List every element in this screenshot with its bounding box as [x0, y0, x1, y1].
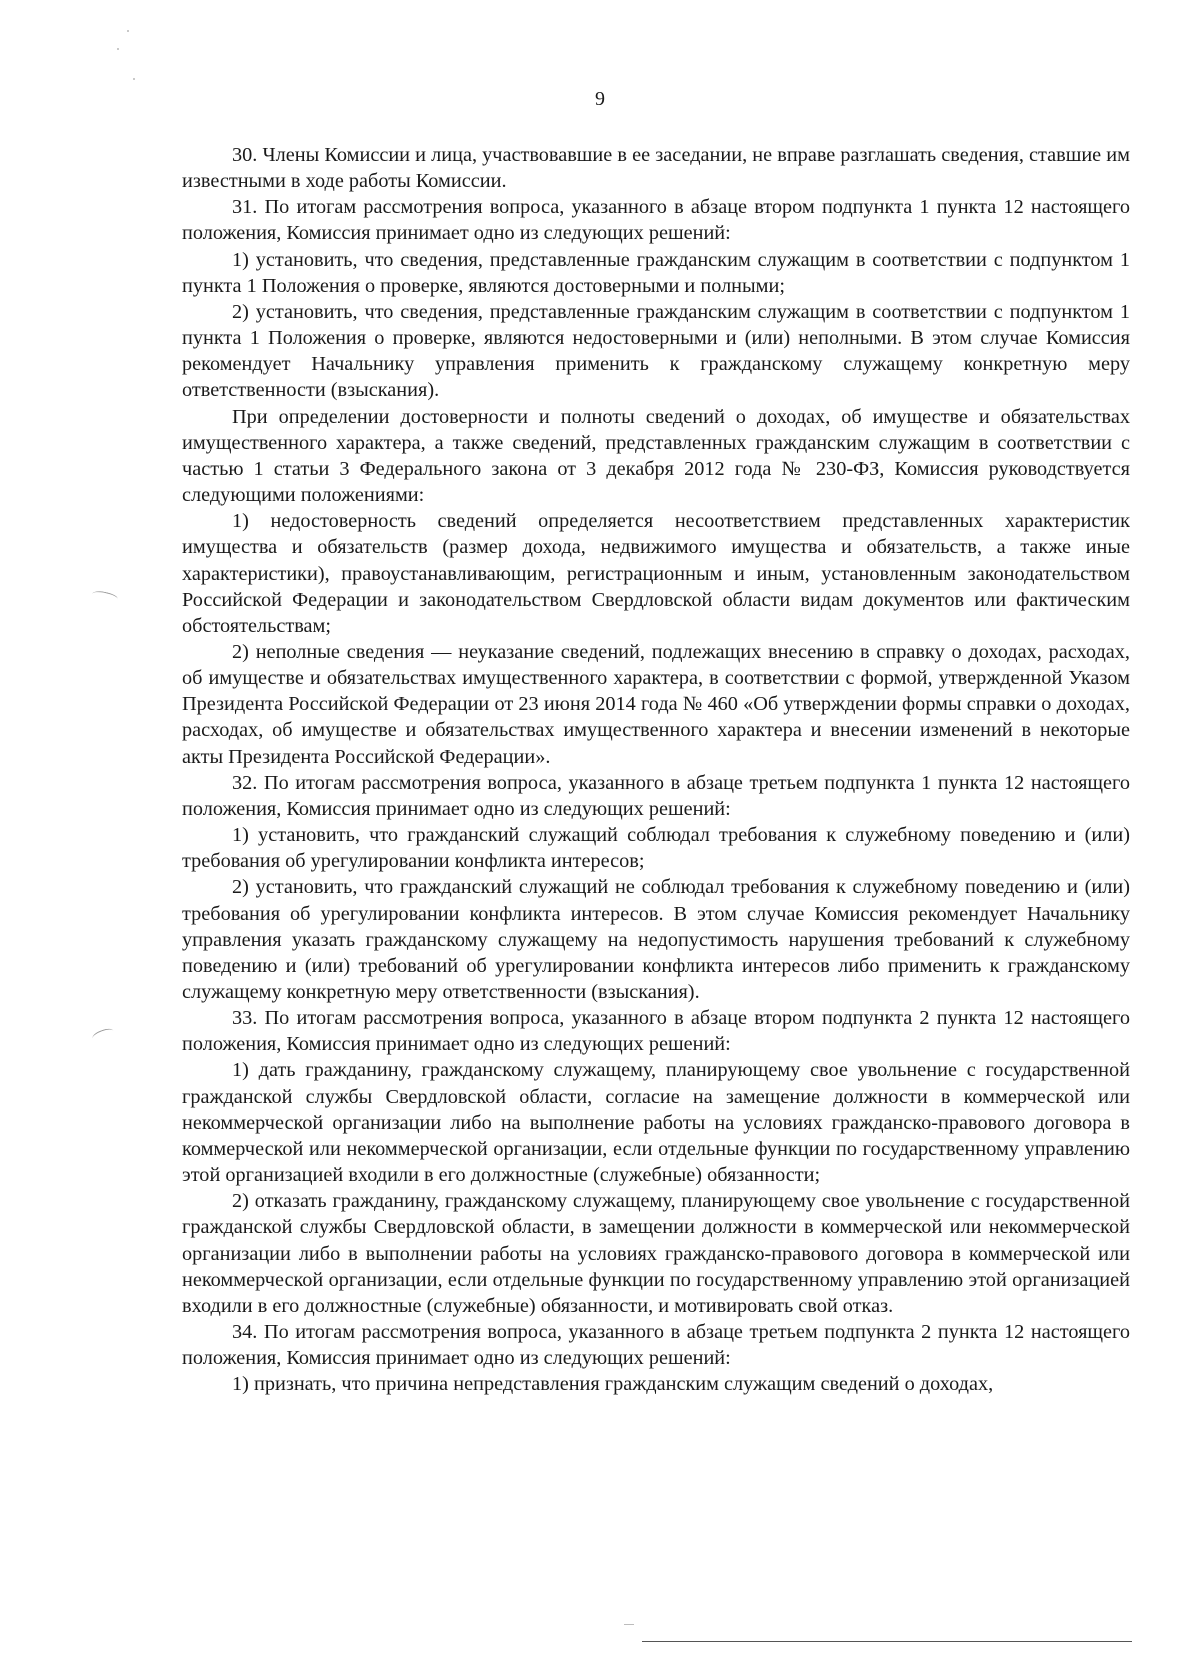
- paragraph-31-item-1: 1) установить, что сведения, представленные гражданским служащим в соответствии с подпунктом 1 пункта 1 Положения о проверке, являются достоверными и полными;: [182, 248, 1130, 297]
- paragraph-34: 34. По итогам рассмотрения вопроса, указанного в абзаце третьем подпункта 2 пункта 12 настоящего положения, Комиссия принимает одно из следующих решений:: [182, 1321, 1130, 1370]
- scan-artifact-mark: [91, 1027, 115, 1043]
- paragraph-31-criteria: При определении достоверности и полноты сведений о доходах, об имуществе и обязательствах имущественного характера, а также сведений, представленных гражданским служащим в соответствии с частью 1 статьи 3 Федерального закона от 3 декабря 2012 года № 230-ФЗ, Комиссия руководствуется следующими положениями:: [182, 405, 1130, 507]
- document-body: [182, 142, 1130, 1398]
- paragraph-32: 32. По итогам рассмотрения вопроса, указанного в абзаце третьем подпункта 1 пункта 12 настоящего положения, Комиссия принимает одно из следующих решений:: [182, 771, 1130, 820]
- paragraph-31-criteria-item-1: 1) недостоверность сведений определяется несоответствием представленных характеристик имущества и обязательств (размер дохода, недвижимого имущества и обязательств, а также иные характеристики), правоустанавливающим, регистрационным и иным, установленным законодательством Российской Федерации и законодательством Свердловской области видам документов или фактическим обстоятельствам;: [182, 510, 1130, 637]
- page-number: 9: [595, 88, 605, 110]
- paragraph-34-item-1: 1) признать, что причина непредставления гражданским служащим сведений о доходах,: [232, 1373, 994, 1396]
- footer-tick: [624, 1624, 634, 1625]
- scan-speck: [127, 30, 129, 32]
- paragraph-31-item-2: 2) установить, что сведения, представленные гражданским служащим в соответствии с подпунктом 1 пункта 1 Положения о проверке, являются недостоверными и (или) неполными. В этом случае Комиссия рекомендует Начальнику управления применить к гражданскому служащему конкретную меру ответственности (взыскания).: [182, 300, 1130, 402]
- paragraph-32-item-1: 1) установить, что гражданский служащий соблюдал требования к служебному поведению и (или) требования об урегулировании конфликта интересов;: [182, 824, 1130, 873]
- paragraph-30: 30. Члены Комиссии и лица, участвовавшие в ее заседании, не вправе разглашать сведения, ставшие им известными в ходе работы Комиссии.: [182, 144, 1130, 193]
- paragraph-31-criteria-item-2: 2) неполные сведения — неуказание сведений, подлежащих внесению в справку о доходах, расходах, об имуществе и обязательствах имущественного характера, в соответствии с формой, утвержденной Указом Президента Российской Федерации от 23 июня 2014 года № 460 «Об утверждении формы справки о доходах, расходах, об имуществе и обязательствах имущественного характера и внесении изменений в некоторые акты Президента Российской Федерации».: [182, 640, 1130, 768]
- scan-artifact-mark: [91, 589, 118, 603]
- footer-rule: [642, 1641, 1132, 1642]
- paragraph-33-item-2: 2) отказать гражданину, гражданскому служащему, планирующему свое увольнение с государственной гражданской службы Свердловской области, в замещении должности в коммерческой или некоммерческой организации либо в выполнении работы на условиях гражданско-правового договора в коммерческой или некоммерческой организации, если отдельные функции по государственному управлению этой организацией входили в его должностные (служебные) обязанности, и мотивировать свой отказ.: [182, 1190, 1130, 1317]
- scan-speck: [133, 78, 135, 80]
- scan-speck: [117, 48, 119, 50]
- paragraph-32-item-2: 2) установить, что гражданский служащий не соблюдал требования к служебному поведению и (или) требования об урегулировании конфликта интересов. В этом случае Комиссия рекомендует Начальнику управления указать гражданскому служащему на недопустимость нарушения требований к служебному поведению и (или) требований об урегулировании конфликта интересов либо применить к гражданскому служащему конкретную меру ответственности (взыскания).: [182, 876, 1130, 1003]
- paragraph-31: 31. По итогам рассмотрения вопроса, указанного в абзаце втором подпункта 1 пункта 12 настоящего положения, Комиссия принимает одно из следующих решений:: [182, 196, 1130, 245]
- paragraph-33-item-1: 1) дать гражданину, гражданскому служащему, планирующему свое увольнение с государственной гражданской службы Свердловской области, согласие на замещение должности в коммерческой или некоммерческой организации либо на выполнение работы на условиях гражданско-правового договора в коммерческой или некоммерческой организации, если отдельные функции по государственному управлению этой организацией входили в его должностные (служебные) обязанности;: [182, 1059, 1130, 1187]
- paragraph-33: 33. По итогам рассмотрения вопроса, указанного в абзаце втором подпункта 2 пункта 12 настоящего положения, Комиссия принимает одно из следующих решений:: [182, 1007, 1130, 1056]
